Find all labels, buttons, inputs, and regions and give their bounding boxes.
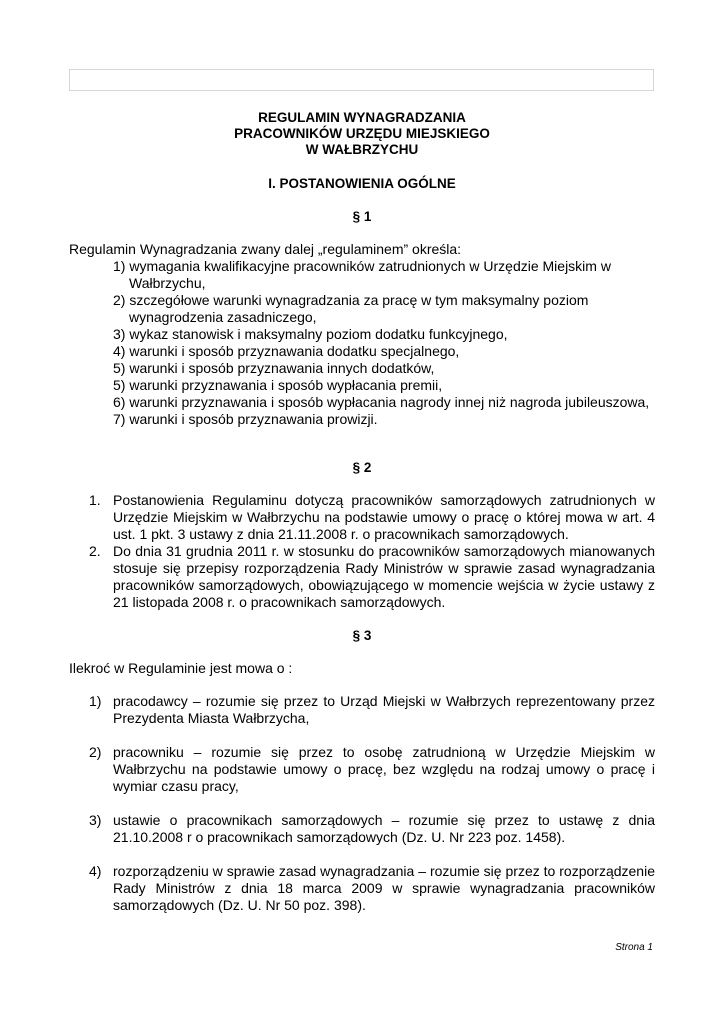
paragraph-2-list [89, 492, 655, 611]
list-item: 5) warunki i sposób przyznawania innych dodatków, [113, 360, 435, 376]
list-item: 5) warunki przyznawania i sposób wypłacania premii, [113, 377, 443, 393]
paragraph-mark-2: § 2 [352, 460, 372, 475]
list-item: 6) warunki przyznawania i sposób wypłacania nagrody innej niż nagroda jubileuszowa, [113, 394, 650, 410]
list-item-number: 2) [89, 744, 102, 760]
paragraph-1-intro: Regulamin Wynagradzania zwany dalej „regulaminem” określa: [69, 241, 462, 257]
list-item-text: pracowniku – rozumie się przez to osobę zatrudnioną w Urzędzie Miejskim w Wałbrzychu na podstawie umowy o pracę, bez względu na rodzaj umowy o pracę i wymiar czasu pracy, [113, 744, 655, 794]
title-line: REGULAMIN WYNAGRADZANIA [258, 110, 466, 125]
list-item [89, 492, 655, 543]
page-number: Strona 1 [615, 942, 653, 953]
paragraph-3-list [89, 693, 655, 931]
list-item-number: 2. [89, 543, 101, 559]
list-item [89, 863, 655, 914]
list-item [89, 812, 655, 846]
list-item-number: 1. [89, 492, 101, 508]
list-item-text: ustawie o pracownikach samorządowych – rozumie się przez to ustawę z dnia 21.10.2008 r o pracownikach samorządowych (Dz. U. Nr 223 poz. 1458). [113, 812, 655, 845]
list-item-text: Postanowienia Regulaminu dotyczą pracowników samorządowych zatrudnionych w Urzędzie Miejskim w Wałbrzychu na podstawie umowy o pracę o której mowa w art. 4 ust. 1 pkt. 3 ustawy z dnia 21.11.2008 r. o pracownikach samorządowych. [113, 492, 655, 542]
list-item: 3) wykaz stanowisk i maksymalny poziom dodatku funkcyjnego, [113, 326, 508, 342]
list-item-text: Do dnia 31 grudnia 2011 r. w stosunku do pracowników samorządowych mianowanych stosuje się przepisy rozporządzenia Rady Ministrów w sprawie zasad wynagradzania pracowników samorządowych, obowiązującego w momencie wejścia w życie ustawy z 21 listopada 2008 r. o pracownikach samorządowych. [113, 543, 655, 610]
document-title [0, 110, 724, 158]
title-line: W WAŁBRZYCHU [305, 142, 419, 157]
paragraph-mark-1: § 1 [352, 209, 372, 224]
list-item: 7) warunki i sposób przyznawania prowizji. [113, 411, 378, 427]
title-line: PRACOWNIKÓW URZĘDU MIEJSKIEGO [234, 126, 490, 141]
list-item-number: 3) [89, 812, 102, 828]
list-item: 4) warunki i sposób przyznawania dodatku specjalnego, [113, 343, 460, 359]
list-item-number: 4) [89, 863, 102, 879]
section-heading: I. POSTANOWIENIA OGÓLNE [268, 176, 456, 191]
list-item: 2) szczegółowe warunki wynagradzania za pracę w tym maksymalny poziom wynagrodzenia zasadniczego, [113, 292, 589, 325]
paragraph-1-list [113, 258, 658, 428]
list-item-text: pracodawcy – rozumie się przez to Urząd Miejski w Wałbrzych reprezentowany przez Prezydenta Miasta Wałbrzycha, [113, 693, 655, 726]
list-item: 1) wymagania kwalifikacyjne pracowników zatrudnionych w Urzędzie Miejskim w Wałbrzychu, [113, 258, 611, 291]
list-item-number: 1) [89, 693, 102, 709]
list-item [89, 693, 655, 727]
list-item [89, 543, 655, 611]
paragraph-3-intro: Ilekroć w Regulaminie jest mowa o : [69, 660, 293, 676]
page-header-box [69, 69, 654, 91]
list-item-text: rozporządzeniu w sprawie zasad wynagradzania – rozumie się przez to rozporządzenie Rady Ministrów z dnia 18 marca 2009 w sprawie wynagradzania pracowników samorządowych (Dz. U. Nr 50 poz. 398). [113, 863, 655, 913]
list-item [89, 744, 655, 795]
paragraph-mark-3: § 3 [352, 628, 372, 643]
